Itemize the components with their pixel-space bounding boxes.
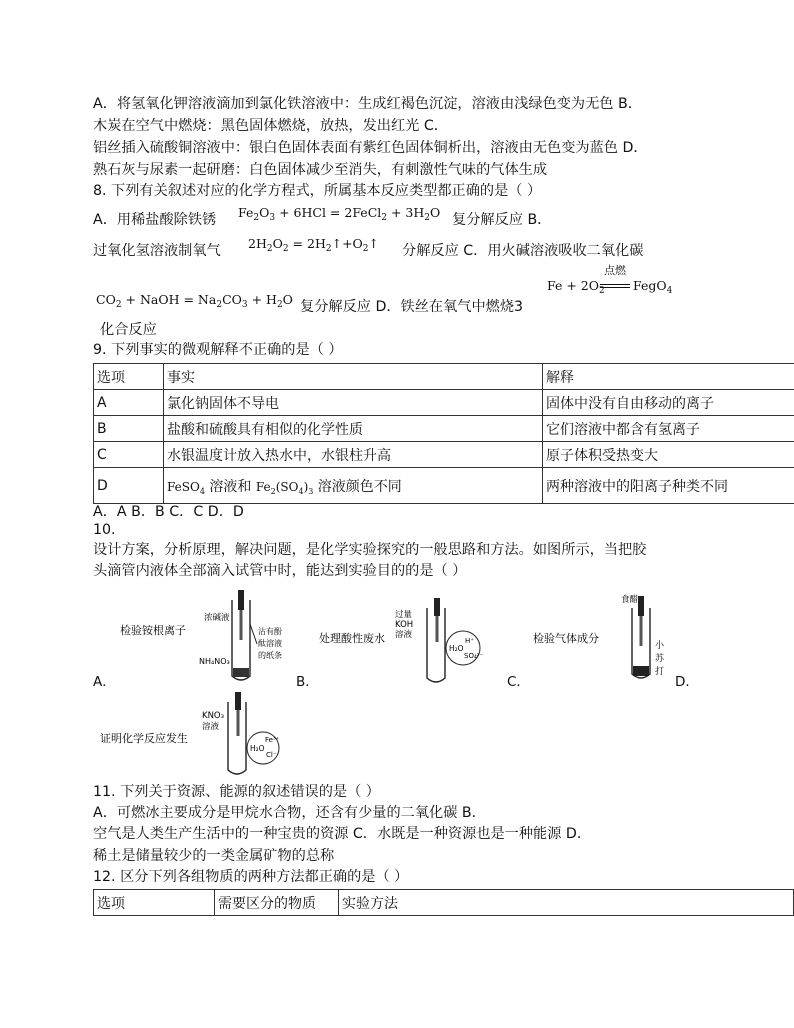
figure-b-title: 处理酸性废水	[319, 632, 385, 645]
equals-sign-bottom	[600, 287, 630, 288]
q10-option-b-label: B．	[296, 674, 319, 690]
table-cell-text: 溶液和	[209, 478, 252, 495]
q10-number: 10.	[93, 522, 116, 538]
q8-equation-d-condition: 点燃	[604, 264, 626, 277]
table-cell: 水银温度计放入热水中，水银柱升高	[164, 442, 543, 468]
figure-b-ion-3: SO₄²⁻	[464, 652, 484, 660]
table-header-row	[94, 890, 794, 916]
figure-b-drop-label-1: 过量	[395, 610, 413, 620]
formula-feso4: FeSO$_4$	[167, 479, 205, 496]
q7-option-a: A．将氢氧化钾溶液滴加到氯化铁溶液中：生成红褐色沉淀，溶液由浅绿色变为无色 B．	[93, 96, 642, 112]
q8-equation-d-product: FegO$_4$	[633, 278, 673, 296]
q10-option-d-label: D．	[675, 674, 699, 690]
q9-options: A．A B．B C．C D．D	[93, 504, 244, 520]
figure-a	[112, 586, 302, 686]
table-cell: 它们溶液中都含有氢离子	[543, 416, 794, 442]
table-cell	[164, 468, 543, 504]
figure-d-ion-1: H₂O	[250, 744, 265, 753]
q8-equation-d: $Fe + 2O_2$	[547, 278, 605, 296]
formula-fe2so43: $Fe_2(SO_4)_3$	[255, 479, 314, 496]
table-header-cell: 事实	[164, 364, 543, 390]
table-header-cell: 解释	[543, 364, 794, 390]
q8-a-prefix: A．用稀盐酸除铁锈	[93, 212, 217, 228]
figure-d	[96, 690, 286, 782]
figure-b-ion-2: H⁺	[465, 637, 474, 645]
figure-d-drop-label-2: 溶液	[202, 722, 220, 732]
dropper-tube	[237, 710, 240, 736]
table-cell: 原子体积受热变大	[543, 442, 794, 468]
table-cell-text: 溶液颜色不同	[317, 478, 402, 495]
q10-stem-line2: 头滴管内液体全部滴入试管中时，能达到实验目的的是（ ）	[93, 563, 467, 579]
table-cell: 氯化钠固体不导电	[164, 390, 543, 416]
q12-table	[93, 889, 794, 916]
table-row	[94, 416, 794, 442]
dropper-tube	[436, 616, 439, 642]
q9-table	[93, 363, 794, 504]
dropper-bulb	[238, 590, 244, 610]
figure-c-drop-label: 食醋	[621, 595, 639, 605]
dropper-bulb	[434, 598, 440, 616]
table-header-cell: 需要区分的物质	[215, 890, 339, 916]
q10-option-c-label: C．	[507, 674, 530, 690]
q8-c-suffix: 复分解反应 D．铁丝在氧气中燃烧3	[300, 299, 524, 315]
table-cell: 两种溶液中的阳离子种类不同	[543, 468, 794, 504]
q7-option-d: 熟石灰与尿素一起研磨：白色固体减少至消失，有刺激性气味的气体生成	[93, 162, 548, 178]
test-tube-solid	[633, 666, 649, 676]
table-cell: B	[94, 416, 164, 442]
q8-b-prefix: 过氧化氢溶液制氧气	[93, 243, 221, 259]
table-cell: A	[94, 390, 164, 416]
figure-d-ion-2: Fe³⁺	[265, 736, 280, 744]
table-header-row	[94, 364, 794, 390]
q8-equation-b: $2H_2O_2$ = $2H_2↑+O_2↑$	[248, 236, 380, 254]
figure-c-side-label-2: 苏	[655, 654, 665, 664]
figure-c-side-label-3: 打	[655, 667, 665, 677]
table-cell: 盐酸和硫酸具有相似的化学性质	[164, 416, 543, 442]
dropper-bulb	[638, 596, 644, 616]
figure-a-paper-label-1: 沾有酚	[258, 627, 282, 636]
q8-equation-a: $Fe_2O_3 + 6HCl$ = 2FeCl$_2$ + $3H_2O$	[238, 205, 441, 223]
q8-a-suffix: 复分解反应 B．	[452, 212, 552, 228]
figure-d-drop-label-1: KNO₃	[202, 711, 225, 721]
q10-stem-line1: 设计方案，分析原理，解决问题，是化学实验探究的一般思路和方法。如图所示，当把胶	[93, 542, 647, 558]
table-cell: C	[94, 442, 164, 468]
q11-option-c: 稀土是储量较少的一类金属矿物的总称	[93, 848, 335, 864]
q9-stem: 9. 下列事实的微观解释不正确的是（ ）	[93, 342, 343, 358]
figure-a-title: 检验铵根离子	[120, 624, 186, 637]
dropper-tube	[640, 616, 643, 646]
table-cell: D	[94, 468, 164, 504]
figure-b-drop-label-2: KOH	[395, 620, 414, 630]
q10-option-a-label: A．	[93, 674, 116, 690]
figure-a-paper-label-3: 的纸条	[258, 651, 282, 660]
q8-equation-c: $CO_2$ + NaOH = $Na_2CO_3 + H_2O$	[96, 292, 293, 310]
figure-b-ion-1: H₂O	[449, 644, 464, 653]
q12-stem: 12. 区分下列各组物质的两种方法都正确的是（ ）	[93, 869, 409, 885]
q8-stem: 8. 下列有关叙述对应的化学方程式，所属基本反应类型都正确的是（ ）	[93, 183, 542, 199]
table-cell: 固体中没有自由移动的离子	[543, 390, 794, 416]
figure-a-paper-label-2: 酞溶液	[258, 639, 282, 648]
figure-c	[527, 590, 677, 690]
table-row	[94, 390, 794, 416]
figure-b	[315, 596, 505, 691]
q7-option-b: 木炭在空气中燃烧：黑色固体燃烧，放热，发出红光 C．	[93, 118, 448, 134]
q11-stem: 11. 下列关于资源、能源的叙述错误的是（ ）	[93, 784, 380, 800]
figure-c-title: 检验气体成分	[533, 632, 599, 645]
figure-b-drop-label-3: 溶液	[395, 630, 413, 640]
figure-d-ion-3: Cl⁻	[266, 751, 277, 759]
table-row	[94, 468, 794, 504]
q7-option-c: 铝丝插入硫酸铜溶液中：银白色固体表面有紫红色固体铜析出，溶液由无色变为蓝色 D．	[93, 140, 648, 156]
dropper-bulb	[235, 692, 241, 710]
test-tube-solid	[233, 668, 249, 677]
table-header-cell: 实验方法	[339, 890, 794, 916]
figure-d-title: 证明化学反应发生	[100, 732, 188, 745]
table-row	[94, 442, 794, 468]
q8-b-suffix: 分解反应 C．用火碱溶液吸收二氧化碳	[402, 243, 644, 259]
figure-a-drop-label: 浓碱液	[204, 613, 230, 623]
figure-a-solid-label: NH₄NO₃	[199, 657, 230, 666]
table-header-cell: 选项	[94, 890, 215, 916]
q8-d-suffix: 化合反应	[100, 322, 157, 338]
dropper-tube	[240, 610, 243, 640]
q11-option-a: A．可燃冰主要成分是甲烷水合物，还含有少量的二氧化碳 B．	[93, 805, 486, 821]
figure-c-side-label-1: 小	[655, 641, 665, 651]
paper-strip	[250, 624, 257, 644]
equals-sign-top	[600, 284, 630, 285]
q11-option-b: 空气是人类生产生活中的一种宝贵的资源 C．水既是一种资源也是一种能源 D．	[93, 826, 592, 842]
table-header-cell: 选项	[94, 364, 164, 390]
